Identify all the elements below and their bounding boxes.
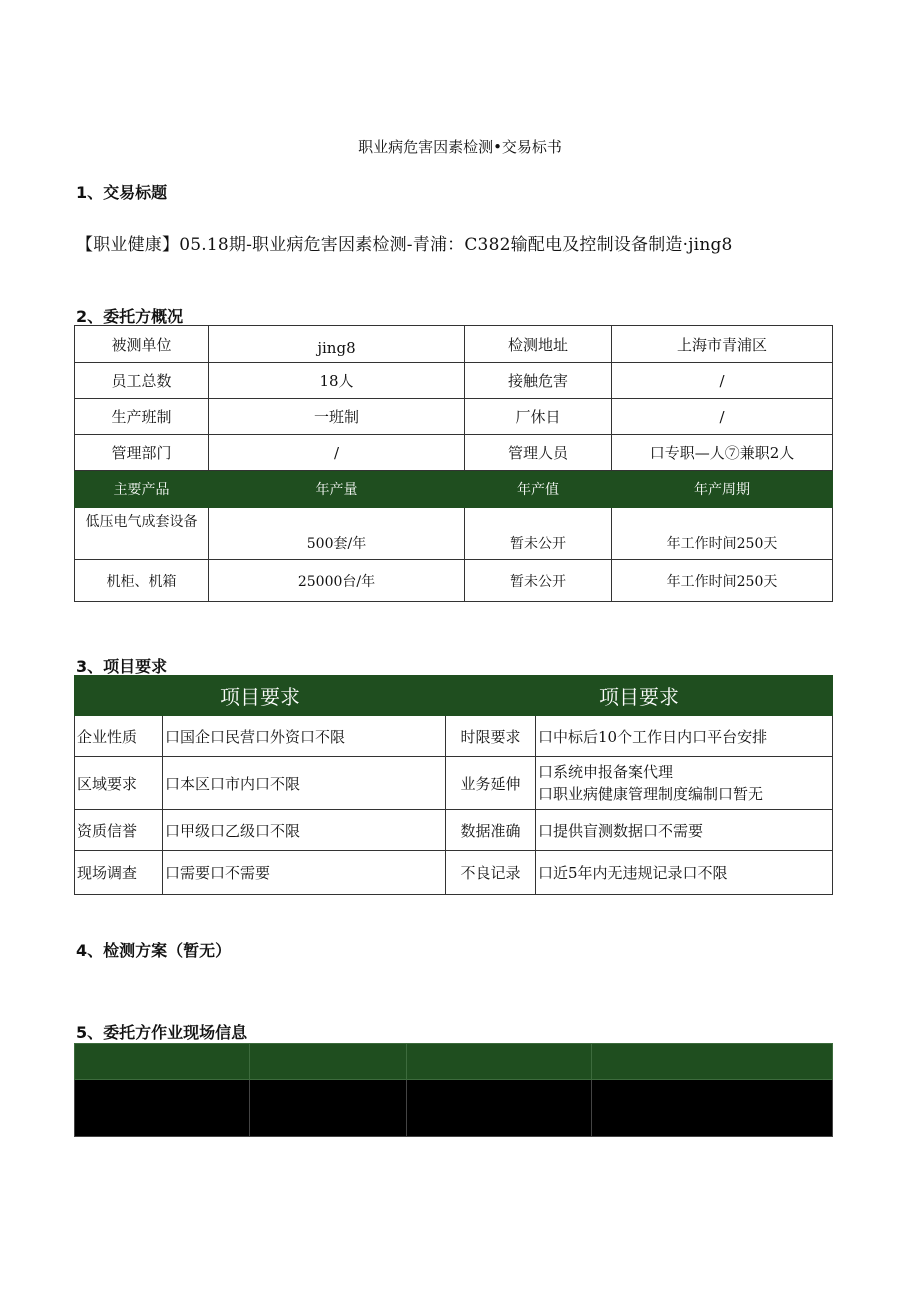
table-cell [75, 1080, 250, 1137]
table-cell: 上海市青浦区 [612, 326, 833, 363]
column-header: 年产量 [209, 471, 465, 508]
worksite-info-table [74, 1043, 833, 1137]
cell-value: 暂未公开 [510, 535, 566, 552]
transaction-subject: 【职业健康】05.18期-职业病危害因素检测-青浦：C382输配电及控制设备制造·jing8 [76, 235, 733, 255]
table-cell: 生产班制 [75, 399, 209, 435]
table-row [75, 757, 833, 810]
requirement-value: 口提供盲测数据口不需要 [536, 810, 833, 851]
table-cell [407, 1080, 592, 1137]
table-cell: 接触危害 [465, 363, 612, 399]
requirement-label: 现场调查 [75, 851, 163, 895]
table-cell: 一班制 [209, 399, 465, 435]
column-header: 项目要求 [75, 676, 446, 716]
table-cell: 年工作时间250天 [612, 560, 833, 602]
table-cell: / [209, 435, 465, 471]
table-cell: / [612, 363, 833, 399]
requirement-value: 口中标后10个工作日内口平台安排 [536, 716, 833, 757]
requirement-label: 不良记录 [446, 851, 536, 895]
table-row [75, 363, 833, 399]
table-cell: 18人 [209, 363, 465, 399]
client-overview-table [74, 325, 833, 602]
cell-value: jing8 [317, 339, 356, 357]
requirement-line: 口系统申报备案代理 [538, 763, 674, 781]
requirement-label: 企业性质 [75, 716, 163, 757]
requirement-line: 口职业病健康管理制度编制口暂无 [538, 785, 764, 803]
column-header [250, 1044, 407, 1080]
requirement-label: 区域要求 [75, 757, 163, 810]
products-header-row [75, 471, 833, 508]
document-title: 职业病危害因素检测•交易标书 [358, 138, 562, 156]
section-2-heading: 2、委托方概况 [76, 307, 184, 326]
table-cell: 管理部门 [75, 435, 209, 471]
cell-value: 500套/年 [306, 535, 367, 552]
requirement-value: 口需要口不需要 [163, 851, 446, 895]
table-row [75, 508, 833, 560]
column-header: 主要产品 [75, 471, 209, 508]
table-cell [465, 508, 612, 560]
column-header: 年产周期 [612, 471, 833, 508]
table-row [75, 810, 833, 851]
section-1-heading: 1、交易标题 [76, 183, 168, 202]
table-cell [612, 508, 833, 560]
requirement-value: 口甲级口乙级口不限 [163, 810, 446, 851]
table-row [75, 435, 833, 471]
cell-value: 年工作时间250天 [666, 535, 778, 552]
table-cell: 25000台/年 [209, 560, 465, 602]
table-cell [209, 508, 465, 560]
table-cell: 暂未公开 [465, 560, 612, 602]
requirements-header-row [75, 676, 833, 716]
requirement-label: 业务延伸 [446, 757, 536, 810]
requirement-label: 数据准确 [446, 810, 536, 851]
worksite-header-row [75, 1044, 833, 1080]
requirement-label: 资质信誉 [75, 810, 163, 851]
table-row [75, 851, 833, 895]
table-cell: 员工总数 [75, 363, 209, 399]
requirement-value: 口国企口民营口外资口不限 [163, 716, 446, 757]
table-cell: 口专职—人⑦兼职2人 [612, 435, 833, 471]
table-cell: 被测单位 [75, 326, 209, 363]
section-3-heading: 3、项目要求 [76, 657, 168, 676]
table-row [75, 1080, 833, 1137]
table-cell [592, 1080, 833, 1137]
table-cell: 厂休日 [465, 399, 612, 435]
table-cell: 检测地址 [465, 326, 612, 363]
table-cell: 低压电气成套设备 [75, 508, 209, 560]
table-row [75, 560, 833, 602]
column-header [407, 1044, 592, 1080]
table-cell: 管理人员 [465, 435, 612, 471]
table-row [75, 399, 833, 435]
table-row [75, 326, 833, 363]
table-cell: 机柜、机箱 [75, 560, 209, 602]
table-cell [250, 1080, 407, 1137]
table-row [75, 716, 833, 757]
column-header [592, 1044, 833, 1080]
requirement-value [536, 757, 833, 810]
requirement-label: 时限要求 [446, 716, 536, 757]
project-requirements-table [74, 675, 833, 895]
column-header [75, 1044, 250, 1080]
table-cell [209, 326, 465, 363]
section-4-heading: 4、检测方案（暂无） [76, 941, 232, 960]
column-header: 项目要求 [446, 676, 833, 716]
requirement-value: 口本区口市内口不限 [163, 757, 446, 810]
section-5-heading: 5、委托方作业现场信息 [76, 1023, 248, 1042]
table-cell: / [612, 399, 833, 435]
requirement-value: 口近5年内无违规记录口不限 [536, 851, 833, 895]
column-header: 年产值 [465, 471, 612, 508]
